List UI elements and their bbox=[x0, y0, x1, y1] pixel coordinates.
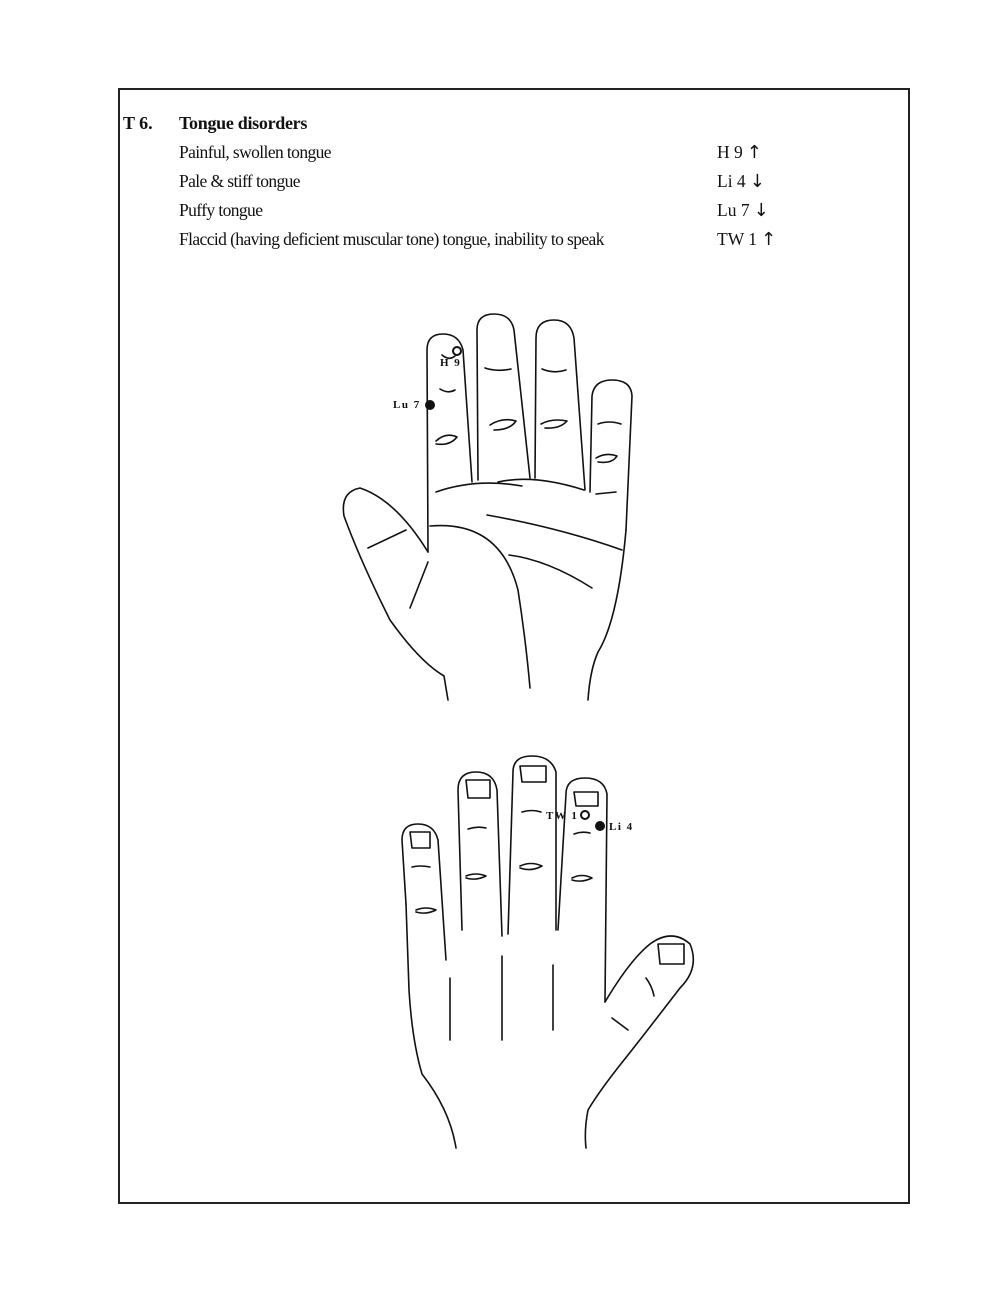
point-label-h9: H 9 bbox=[440, 357, 462, 369]
arrow-up-icon: ↑ bbox=[761, 229, 777, 250]
section-code: T 6. bbox=[123, 113, 153, 133]
row-label-3: Puffy tongue bbox=[179, 200, 263, 220]
point-lu7 bbox=[393, 399, 435, 411]
row-label-1: Painful, swollen tongue bbox=[179, 142, 331, 162]
row-point-3: Lu 7 ↓ bbox=[717, 200, 769, 221]
row-point-2: Li 4 ↓ bbox=[717, 171, 765, 192]
section-title: Tongue disorders bbox=[179, 113, 308, 133]
palm-hand-outline bbox=[343, 314, 632, 700]
point-li4 bbox=[595, 821, 634, 833]
row-point-1: H 9 ↑ bbox=[717, 142, 762, 163]
row-label-4: Flaccid (having deficient muscular tone) tongue, inability to speak bbox=[179, 229, 604, 249]
point-h9 bbox=[440, 347, 461, 369]
arrow-up-icon: ↑ bbox=[746, 142, 762, 163]
arrow-down-icon: ↓ bbox=[749, 171, 765, 192]
point-label-li4: Li 4 bbox=[609, 821, 634, 833]
point-tw1 bbox=[546, 810, 589, 822]
row-label-2: Pale & stiff tongue bbox=[179, 171, 300, 191]
point-label-tw1: TW 1 bbox=[546, 810, 579, 822]
row-point-4: TW 1 ↑ bbox=[717, 229, 777, 250]
point-label-lu7: Lu 7 bbox=[393, 399, 421, 411]
arrow-down-icon: ↓ bbox=[753, 200, 769, 221]
